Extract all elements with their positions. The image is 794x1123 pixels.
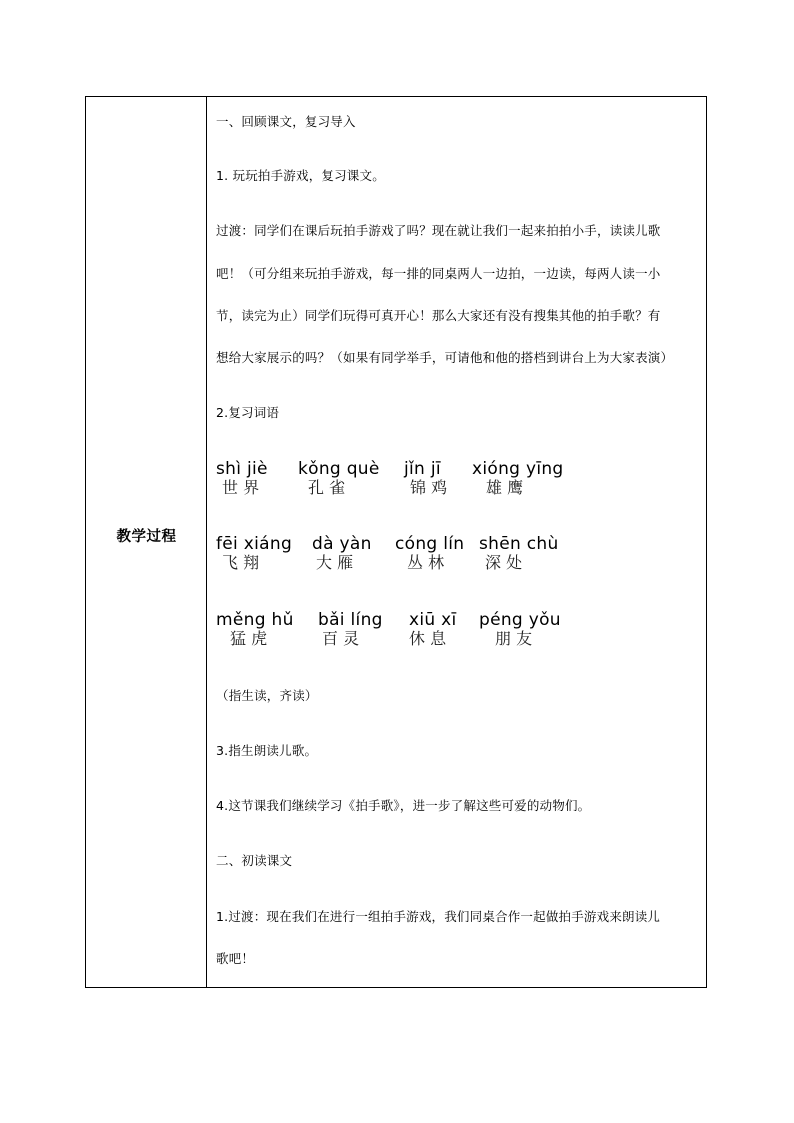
pinyin: cóng lín [395, 534, 465, 554]
label-column [86, 97, 207, 987]
hanzi: 大 雁 [316, 553, 354, 572]
step-continue: 4.这节课我们继续学习《拍手歌》，进一步了解这些可爱的动物们。 [216, 798, 591, 813]
paragraph-line-1: 过渡：同学们在课后玩拍手游戏了吗？现在就让我们一起来拍拍小手，读读儿歌 [216, 223, 661, 238]
paragraph-line-2: 吧！（可分组来玩拍手游戏，每一排的同桌两人一边拍，一边读，每两人读一小 [216, 266, 661, 281]
pinyin: fēi xiáng [216, 534, 293, 554]
hanzi: 世 界 [222, 478, 260, 497]
hanzi: 锦 鸡 [410, 478, 448, 497]
hanzi: 雄 鹰 [486, 478, 524, 497]
pinyin: měng hǔ [216, 610, 294, 630]
pinyin: bǎi líng [318, 610, 383, 630]
vocab-row [216, 610, 716, 650]
hanzi: 深 处 [485, 553, 523, 572]
hanzi: 孔 雀 [308, 478, 346, 497]
pinyin: dà yàn [312, 534, 372, 554]
paragraph-line-3: 节，读完为止）同学们玩得可真开心！那么大家还有没有搜集其他的拍手歌？有 [216, 308, 661, 323]
heading-review: 一、回顾课文，复习导入 [216, 114, 356, 129]
pinyin: shì jiè [216, 459, 268, 479]
pinyin: péng yǒu [479, 610, 561, 630]
pinyin: xióng yīng [472, 459, 564, 479]
vocab-row [216, 534, 716, 574]
step-clap-game: 1. 玩玩拍手游戏，复习课文。 [216, 168, 385, 183]
vocab-row [216, 459, 716, 499]
pinyin: jǐn jī [404, 459, 441, 479]
lesson-plan-table [85, 96, 707, 988]
hanzi: 百 灵 [322, 629, 360, 648]
reading-note: （指生读，齐读） [216, 688, 318, 703]
transition-line-1: 1.过渡：现在我们在进行一组拍手游戏，我们同桌合作一起做拍手游戏来朗读儿 [216, 909, 661, 924]
pinyin: xiū xī [409, 610, 457, 630]
content-column [207, 97, 706, 987]
hanzi: 丛 林 [407, 553, 445, 572]
hanzi: 朋 友 [495, 629, 533, 648]
transition-line-2: 歌吧！ [216, 951, 255, 966]
section-label: 教学过程 [116, 529, 177, 545]
heading-first-reading: 二、初读课文 [216, 853, 293, 868]
step-read-song: 3.指生朗读儿歌。 [216, 743, 318, 758]
hanzi: 休 息 [409, 629, 447, 648]
pinyin: kǒng què [298, 459, 380, 479]
hanzi: 飞 翔 [222, 553, 260, 572]
pinyin: shēn chù [479, 534, 559, 554]
hanzi: 猛 虎 [230, 629, 268, 648]
paragraph-line-4: 想给大家展示的吗？（如果有同学举手，可请他和他的搭档到讲台上为大家表演） [216, 350, 674, 365]
step-review-words: 2.复习词语 [216, 405, 280, 420]
